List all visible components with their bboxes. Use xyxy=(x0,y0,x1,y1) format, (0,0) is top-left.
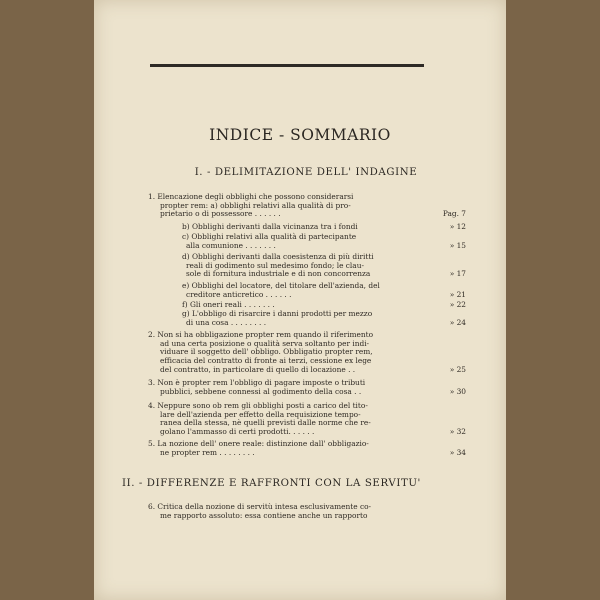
toc-page-number: » 32 xyxy=(449,427,466,437)
toc-entry-line: lare dell'azienda per effetto della requisizione tempo- xyxy=(160,409,361,419)
toc-page-number: » 24 xyxy=(449,317,466,327)
toc-entry-line: ne propter rem . . . . . . . . xyxy=(160,447,255,457)
toc-entry-line: propter rem: a) obblighi relativi alla qualità di pro- xyxy=(160,200,351,210)
toc-page-number: » 34 xyxy=(449,447,466,457)
toc-entry-line: sole di fornitura industriale e di non concorrenza xyxy=(186,269,371,279)
toc-entry-line: 2. Non si ha obbligazione propter rem quando il riferimento xyxy=(148,330,374,339)
toc-page-number: » 12 xyxy=(449,222,466,231)
toc-entry-line: alla comunione . . . . . . . xyxy=(186,240,276,250)
toc-entry-line: ad una certa posizione o qualità serva soltanto per indi- xyxy=(160,338,370,348)
toc-entry-line: c) Obblighi relativi alla qualità di partecipante xyxy=(182,232,357,241)
toc-entry-line: 4. Neppure sono ob rem gli obblighi posti a carico del tito- xyxy=(148,401,368,410)
toc-entry-line: viduare il soggetto dell' obbligo. Obbligatio propter rem, xyxy=(160,347,373,357)
toc-entry-line: prietario o di possessore . . . . . . xyxy=(160,209,281,219)
toc-entry-line: di una cosa . . . . . . . . xyxy=(186,317,267,327)
section-title: I. - DELIMITAZIONE DELL' INDAGINE xyxy=(194,167,418,178)
toc-entry-line: efficacia del contratto di fronte ai terzi, cessione ex lege xyxy=(160,356,372,366)
toc-entry-line: creditore anticretico . . . . . . xyxy=(186,289,292,299)
toc-page-number: » 30 xyxy=(449,386,466,396)
toc-page-number: » 25 xyxy=(449,364,466,374)
toc-page-number: » 21 xyxy=(449,289,466,299)
toc-entry-line: 5. La nozione dell' onere reale: distinzione dall' obbligazio- xyxy=(148,439,369,448)
toc-entry-line: f) Gli oneri reali . . . . . . . xyxy=(182,300,275,309)
toc-entry-line: del contratto, in particolare di quello di locazione . . xyxy=(160,364,356,374)
toc-entry-line: d) Obblighi derivanti dalla coesistenza di più diritti xyxy=(182,252,374,261)
toc-entry-line: me rapporto assoluto: essa contiene anche un rapporto xyxy=(160,510,368,520)
book-page xyxy=(94,0,506,600)
toc-page-number: » 15 xyxy=(449,240,466,250)
section-title: II. - DIFFERENZE E RAFFRONTI CON LA SERVITU' xyxy=(122,478,421,489)
toc-entry-line: golano l'ammasso di certi prodotti. . . . . . xyxy=(160,427,315,437)
toc-entry-line: 6. Critica della nozione di servitù intesa esclusivamente co- xyxy=(148,502,372,511)
toc-entry-line: g) L'obbligo di risarcire i danni prodotti per mezzo xyxy=(182,309,373,318)
toc-entry-line: e) Obblighi del locatore, del titolare dell'azienda, del xyxy=(182,281,380,290)
toc-page-number: » 17 xyxy=(449,269,466,279)
toc-entry-line: b) Obblighi derivanti dalla vicinanza tra i fondi xyxy=(182,222,358,231)
toc-entry-line: 3. Non è propter rem l'obbligo di pagare imposte o tributi xyxy=(148,378,366,387)
toc-entry-line: pubblici, sebbene connessi al godimento della cosa . . xyxy=(160,386,362,396)
toc-page-number: Pag. 7 xyxy=(442,209,466,219)
table-of-contents xyxy=(94,0,506,600)
toc-entry-line: 1. Elencazione degli obblighi che possono considerarsi xyxy=(148,192,354,201)
toc-page-number: » 22 xyxy=(449,300,466,309)
page-title: INDICE - SOMMARIO xyxy=(209,126,391,144)
toc-entry-line: ranea della stessa, nè quelli previsti dalle norme che re- xyxy=(160,418,371,428)
toc-entry-line: reali di godimento sul medesimo fondo; le clau- xyxy=(186,260,364,270)
